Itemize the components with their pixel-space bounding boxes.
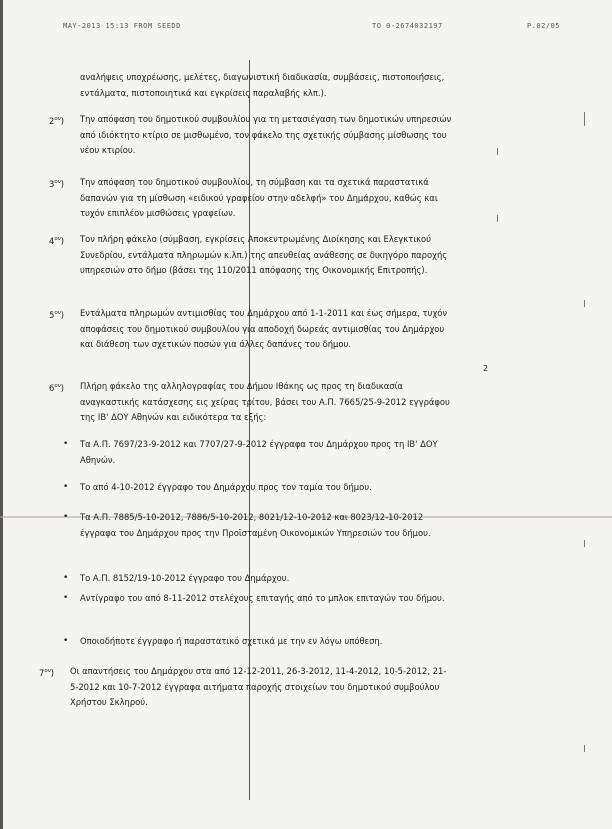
list-item: $5^{o\nu}$) Εντάλματα πληρωμών αντιμισθίας του Δημάρχου από 1-1-2011 και έως σήμερα, τυχόν αποφάσεις του δημοτικού συμβουλίου για αποδοχή δωρεάς αντιμισθίας του Δημάρχου και διάθεση των σχετικών ποσών για άλλες δαπάνες του δήμου. [49, 308, 448, 350]
bullet-item: • Το από 4-10-2012 έγγραφο του Δημάρχου προς τον ταμία του δήμου. [80, 480, 452, 496]
bullet-item: • Τα Α.Π. 7885/5-10-2012, 7886/5-10-2012, 8021/12-10-2012 και 8023/12-10-2012 έγγραφα του Δημάρχου προς την Προϊσταμένη Οικονομικών Υπηρεσιών του δήμου. [63, 512, 431, 538]
item-number: $6^{o\nu}$) [49, 382, 65, 393]
margin-mark [584, 112, 585, 126]
bullet-icon: • [63, 439, 69, 449]
list-item: $6^{o\nu}$) Πλήρη φάκελο της αλληλογραφίας του Δήμου Ιθάκης ως προς τη διαδικασία αναγκαστικής κατάσχεσης εις χείρας τρίτου, βάσει του Α.Π. 7665/25-9-2012 εγγράφου της ΙΒ' ΔΟΥ Αθηνών και ειδικότερα τα εξής: [49, 381, 450, 423]
bullet-icon: • [63, 636, 69, 646]
margin-mark [497, 148, 498, 155]
item-number: $3^{o\nu}$) [49, 178, 65, 189]
margin-mark [584, 745, 585, 752]
bullet-item: • Το Α.Π. 8152/19-10-2012 έγγραφο του Δημάρχου. [80, 571, 452, 587]
list-item: $7^{o\nu}$) Οι απαντήσεις του Δημάρχου στα από 12-12-2011, 26-3-2012, 11-4-2012, 10-5-2012, 21-5-2012 και 10-7-2012 έγγραφα αιτήματα παροχής στοιχείων του δημοτικού συμβούλου Χρήστου Σκληρού. [39, 666, 447, 708]
bullet-icon: • [63, 593, 69, 603]
bullet-icon: • [63, 573, 69, 583]
item-number: $5^{o\nu}$) [49, 309, 65, 320]
list-item: $4^{o\nu}$) Τον πλήρη φάκελο (σύμβαση, εγκρίσεις Αποκεντρωμένης Διοίκησης και Ελεγκτικού Συνεδρίου, εντάλματα πληρωμών κ.λπ.) της απευθείας ανάθεσης σε δικηγόρο παροχής υπηρεσιών στο δήμο (βάσει της 110/2011 απόφασης της Οικονομικής Επιτροπής). [49, 234, 448, 276]
intro-paragraph: αναλήψεις υποχρέωσης, μελέτες, διαγωνιστική διαδικασία, συμβάσεις, πιστοποιήσεις, εντάλματα, πιστοποιητικά και εγκρίσεις παραλαβής κλπ.). [80, 72, 445, 98]
fax-header-sender: MAY-2013 15:13 FROM SEEDD [63, 22, 181, 30]
bullet-item: • Τα Α.Π. 7697/23-9-2012 και 7707/27-9-2012 έγγραφα του Δημάρχου προς τη ΙΒ' ΔΟΥ Αθηνών. [63, 439, 438, 465]
bullet-item: • Οποιοδήποτε έγγραφο ή παραστατικό σχετικά με την εν λόγω υπόθεση. [80, 634, 452, 650]
bullet-icon: • [63, 512, 69, 522]
fax-header-page: P.02/05 [527, 22, 561, 30]
bullet-icon: • [63, 482, 69, 492]
list-item: $2^{o\nu}$) Την απόφαση του δημοτικού συμβουλίου για τη μετασιέγαση των δημοτικών υπηρεσιών από ιδιόκτητο κτίριο σε μισθωμένο, τον φάκελο της σχετικής σύμβασης μίσθωσης του νέου κτιρίου. [49, 114, 452, 156]
item-number: $7^{o\nu}$) [39, 667, 55, 678]
margin-mark [584, 300, 585, 307]
item-number: $2^{o\nu}$) [49, 115, 65, 126]
item-number: $4^{o\nu}$) [49, 235, 65, 246]
fax-header-recipient: TO 0-2674032197 [372, 22, 443, 30]
scan-left-edge [0, 0, 3, 829]
margin-mark [497, 215, 498, 222]
margin-mark [584, 540, 585, 547]
margin-number: 2 [483, 364, 489, 373]
bullet-item: • Αντίγραφο του από 8-11-2012 στελέχους επιταγής από το μπλοκ επιταγών του δήμου. [80, 591, 452, 607]
list-item: $3^{o\nu}$) Την απόφαση του δημοτικού συμβουλίου, τη σύμβαση και τα σχετικά παραστατικά δαπανών για τη μίσθωση «ειδικού γραφείου στην αδελφή» του Δημάρχου, καθώς και τυχόν επιπλέον μισθώσεις γραφείων. [49, 177, 438, 219]
